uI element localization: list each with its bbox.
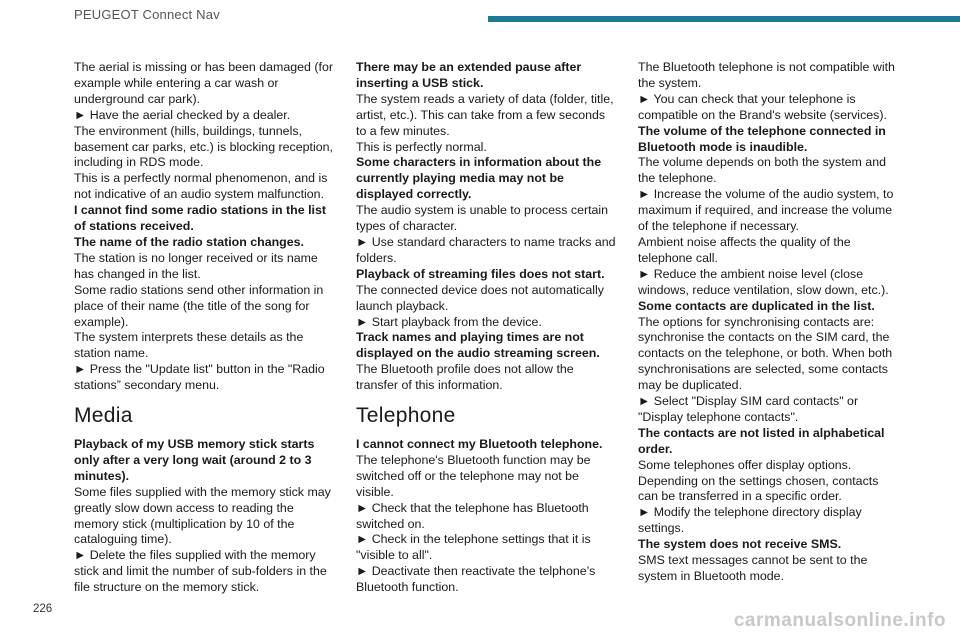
question-heading: Some characters in information about the currently playing media may not be displayed correctly. <box>356 155 602 202</box>
paragraph: Some files supplied with the memory stick may greatly slow down access to reading the memory stick (multiplication by 10 of the cataloguing time). <box>74 484 331 547</box>
manual-title: PEUGEOT Connect Nav <box>74 7 220 22</box>
question-heading: I cannot find some radio stations in the list of stations received. <box>74 203 326 234</box>
paragraph: ► Increase the volume of the audio system, to maximum if required, and increase the volume of the telephone if necessary. <box>638 187 894 234</box>
question-heading: I cannot connect my Bluetooth telephone. <box>356 437 603 452</box>
watermark: carmanualsonline.info <box>733 610 946 631</box>
paragraph: The Bluetooth profile does not allow the transfer of this information. <box>356 362 574 393</box>
paragraph: The Bluetooth telephone is not compatible with the system. <box>638 60 895 90</box>
paragraph: Some telephones offer display options. Depending on the settings chosen, contacts can be transferred in a specific order. <box>638 457 879 504</box>
paragraph: The station is no longer received or its name has changed in the list. <box>74 250 318 281</box>
paragraph: The aerial is missing or has been damaged (for example while entering a car wash or underground car park). <box>74 60 333 106</box>
question-heading: The contacts are not listed in alphabetical order. <box>638 425 885 456</box>
paragraph: ► Press the "Update list" button in the "Radio stations” secondary menu. <box>74 362 325 393</box>
text-column-3 <box>638 60 900 585</box>
paragraph: ► Reduce the ambient noise level (close windows, reduce ventilation, slow down, etc.). <box>638 266 889 297</box>
text-column-2 <box>356 60 618 596</box>
section-heading: Media <box>74 404 133 428</box>
paragraph: This is perfectly normal. <box>356 139 487 154</box>
paragraph: ► Deactivate then reactivate the telphone’s Bluetooth function. <box>356 564 596 595</box>
paragraph: ► Select "Display SIM card contacts" or "Display telephone contacts". <box>638 394 859 424</box>
paragraph: ► Use standard characters to name tracks and folders. <box>356 234 616 265</box>
question-heading: There may be an extended pause after inserting a USB stick. <box>356 60 582 90</box>
question-heading: The volume of the telephone connected in Bluetooth mode is inaudible. <box>638 123 886 154</box>
text-column-1 <box>74 60 336 596</box>
paragraph: ► Start playback from the device. <box>356 314 542 329</box>
paragraph: The system reads a variety of data (folder, title, artist, etc.). This can take from a few seconds to a few minutes. <box>356 91 614 138</box>
paragraph: The system interprets these details as the station name. <box>74 330 304 361</box>
question-heading: Playback of streaming files does not start. <box>356 266 605 281</box>
page-number: 226 <box>33 603 53 615</box>
paragraph: SMS text messages cannot be sent to the system in Bluetooth mode. <box>638 553 868 583</box>
paragraph: Some radio stations send other information in place of their name (the title of the song for example). <box>74 282 324 329</box>
paragraph: ► Delete the files supplied with the memory stick and limit the number of sub-folders in the file structure on the memory stick. <box>74 548 327 595</box>
paragraph: The telephone's Bluetooth function may be switched off or the telephone may not be visible. <box>356 452 591 499</box>
header-accent-bar <box>488 16 960 22</box>
paragraph: The volume depends on both the system and the telephone. <box>638 155 886 186</box>
paragraph: ► Check that the telephone has Bluetooth switched on. <box>356 500 589 531</box>
question-heading: The system does not receive SMS. <box>638 537 842 552</box>
section-heading: Telephone <box>356 404 456 428</box>
paragraph: The environment (hills, buildings, tunnels, basement car parks, etc.) is blocking reception, including in RDS mode. <box>74 123 333 170</box>
question-heading: The name of the radio station changes. <box>74 234 304 249</box>
question-heading: Track names and playing times are not displayed on the audio streaming screen. <box>356 330 600 361</box>
paragraph: ► Check in the telephone settings that it is "visible to all". <box>356 532 591 563</box>
question-heading: Some contacts are duplicated in the list. <box>638 298 875 313</box>
paragraph: The connected device does not automatically launch playback. <box>356 282 604 313</box>
question-heading: Playback of my USB memory stick starts only after a very long wait (around 2 to 3 minutes). <box>74 437 315 483</box>
paragraph: ► Have the aerial checked by a dealer. <box>74 107 291 122</box>
paragraph: This is a perfectly normal phenomenon, and is not indicative of an audio system malfunction. <box>74 171 328 202</box>
paragraph: The options for synchronising contacts are: synchronise the contacts on the SIM card, the contacts on the telephone, or both. When both synchronisations are selected, some contacts may be duplicated. <box>638 314 893 393</box>
paragraph: ► You can check that your telephone is compatible on the Brand's website (services). <box>638 91 887 122</box>
paragraph: The audio system is unable to process certain types of character. <box>356 203 609 234</box>
paragraph: ► Modify the telephone directory display settings. <box>638 505 862 536</box>
paragraph: Ambient noise affects the quality of the telephone call. <box>638 234 851 265</box>
